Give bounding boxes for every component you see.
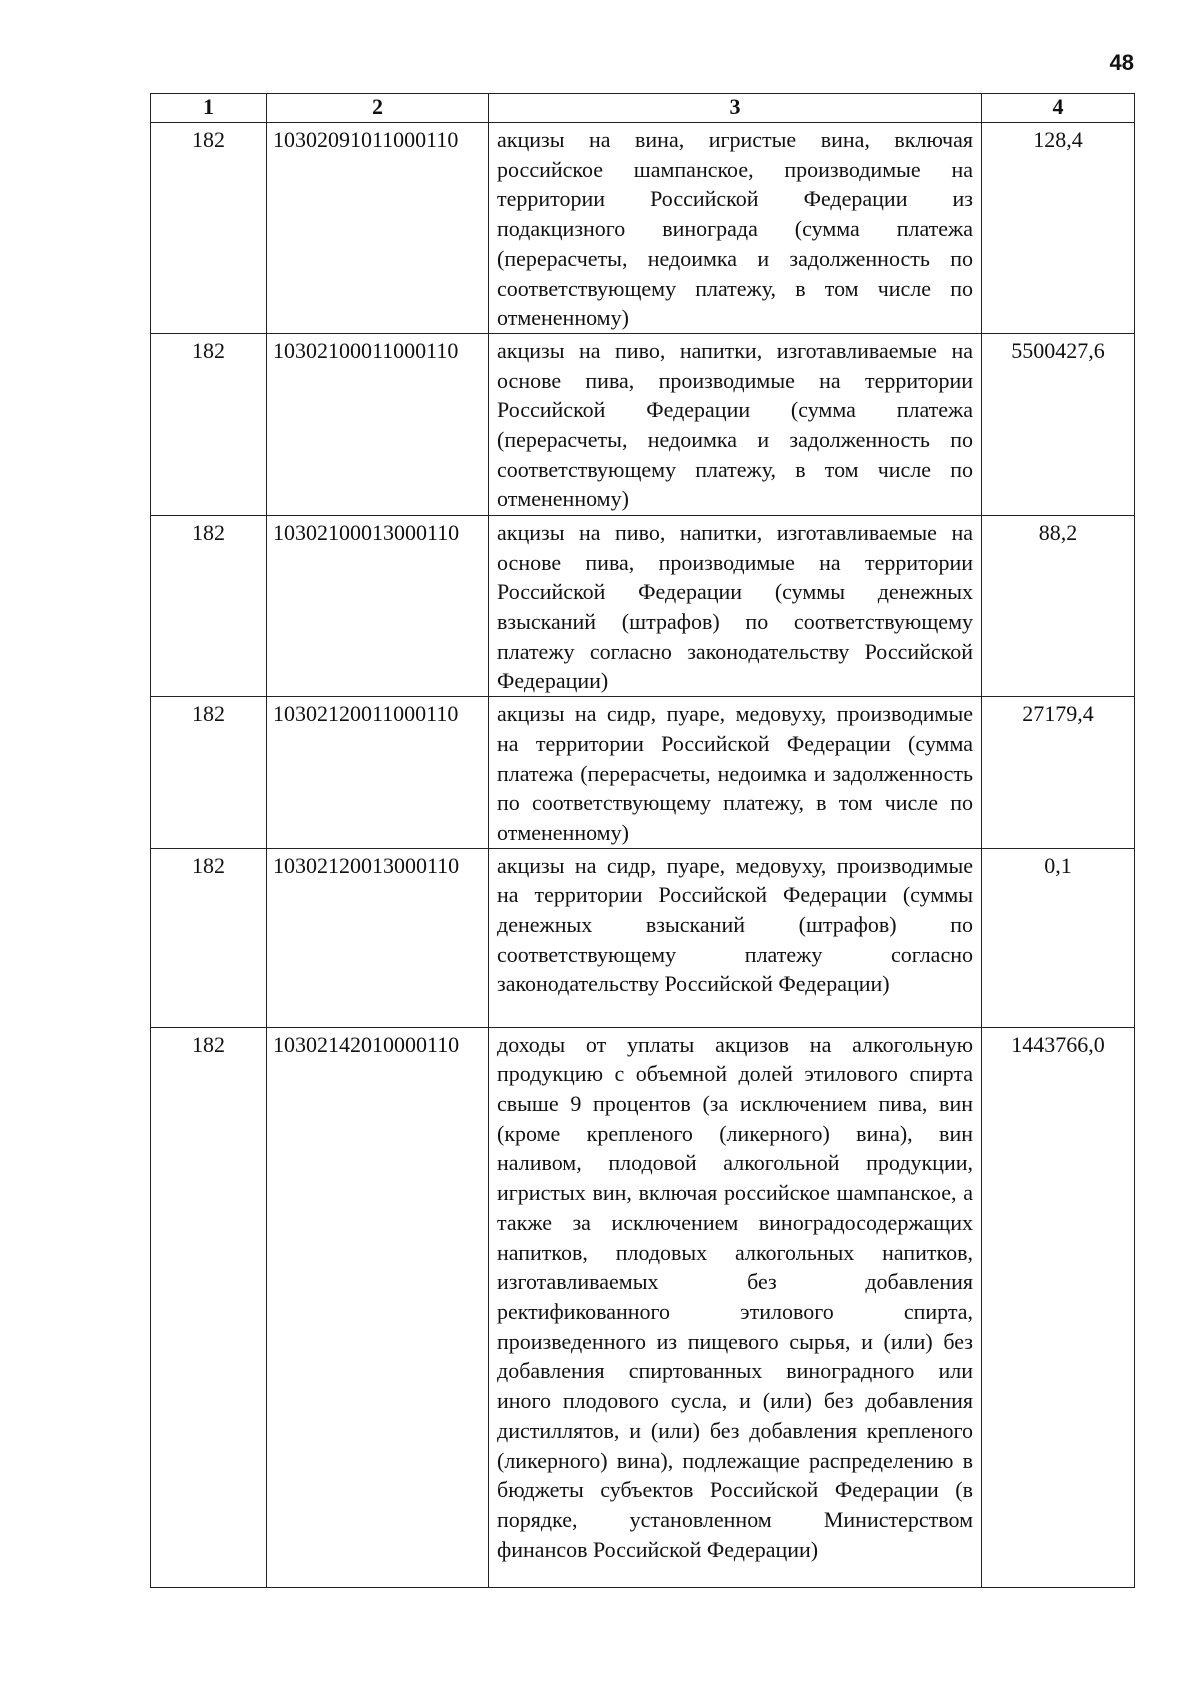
kbk-code-cell: 10302100013000110 [267,515,489,696]
amount-cell: 0,1 [982,848,1135,1027]
amount-cell: 27179,4 [982,697,1135,849]
revenue-name-cell: акцизы на пиво, напитки, изготавливаемые на основе пива, производимые на территории Российской Федерации (сумма платежа (перерасчеты, недоимка и задолженность по соответствующему платежу, в том числе по отмененному) [489,333,982,515]
page-number: 48 [1109,50,1134,75]
kbk-code-cell: 10302100011000110 [267,333,489,515]
amount-cell: 88,2 [982,515,1135,696]
budget-revenue-table [150,93,1135,1588]
table-row [151,697,1135,849]
kbk-code-cell: 10302091011000110 [267,123,489,334]
revenue-name-cell: доходы от уплаты акцизов на алкогольную продукцию с объемной долей этилового спирта свыше 9 процентов (за исключением пива, вин (кроме крепленого (ликерного) вина), вин наливом, плодовой алкогольной продукции, игристых вин, включая российское шампанское, а также за исключением виноградосодержащих напитков, плодовых алкогольных напитков, изготавливаемых без добавления ректификованного этилового спирта, произведенного из пищевого сырья, и (или) без добавления спиртованных виноградного или иного плодового сусла, и (или) без добавления дистиллятов, и (или) без добавления крепленого (ликерного) вина), подлежащие распределению в бюджеты субъектов Российской Федерации (в порядке, установленном Министерством финансов Российской Федерации) [489,1027,982,1587]
admin-code-cell: 182 [151,848,267,1027]
column-header-3: 3 [489,94,982,123]
column-header-2: 2 [267,94,489,123]
revenue-name-cell: акцизы на сидр, пуаре, медовуху, производимые на территории Российской Федерации (суммы денежных взысканий (штрафов) по соответствующему платежу согласно законодательству Российской Федерации) [489,848,982,1027]
table-header [151,94,1135,123]
admin-code-cell: 182 [151,515,267,696]
table-row [151,1027,1135,1587]
kbk-code-cell: 10302120013000110 [267,848,489,1027]
table-row [151,515,1135,696]
table-body [151,123,1135,1588]
admin-code-cell: 182 [151,1027,267,1587]
revenue-name-cell: акцизы на сидр, пуаре, медовуху, производимые на территории Российской Федерации (сумма платежа (перерасчеты, недоимка и задолженность по соответствующему платежу, в том числе по отмененному) [489,697,982,849]
amount-cell: 128,4 [982,123,1135,334]
column-header-4: 4 [982,94,1135,123]
admin-code-cell: 182 [151,123,267,334]
admin-code-cell: 182 [151,697,267,849]
kbk-code-cell: 10302142010000110 [267,1027,489,1587]
amount-cell: 1443766,0 [982,1027,1135,1587]
admin-code-cell: 182 [151,333,267,515]
kbk-code-cell: 10302120011000110 [267,697,489,849]
amount-cell: 5500427,6 [982,333,1135,515]
table-row [151,848,1135,1027]
table-row [151,333,1135,515]
table-row [151,123,1135,334]
header-row [151,94,1135,123]
column-header-1: 1 [151,94,267,123]
revenue-name-cell: акцизы на пиво, напитки, изготавливаемые на основе пива, производимые на территории Российской Федерации (суммы денежных взысканий (штрафов) по соответствующему платежу согласно законодательству Российской Федерации) [489,515,982,696]
revenue-name-cell: акцизы на вина, игристые вина, включая российское шампанское, производимые на территории Российской Федерации из подакцизного винограда (сумма платежа (перерасчеты, недоимка и задолженность по соответствующему платежу, в том числе по отмененному) [489,123,982,334]
